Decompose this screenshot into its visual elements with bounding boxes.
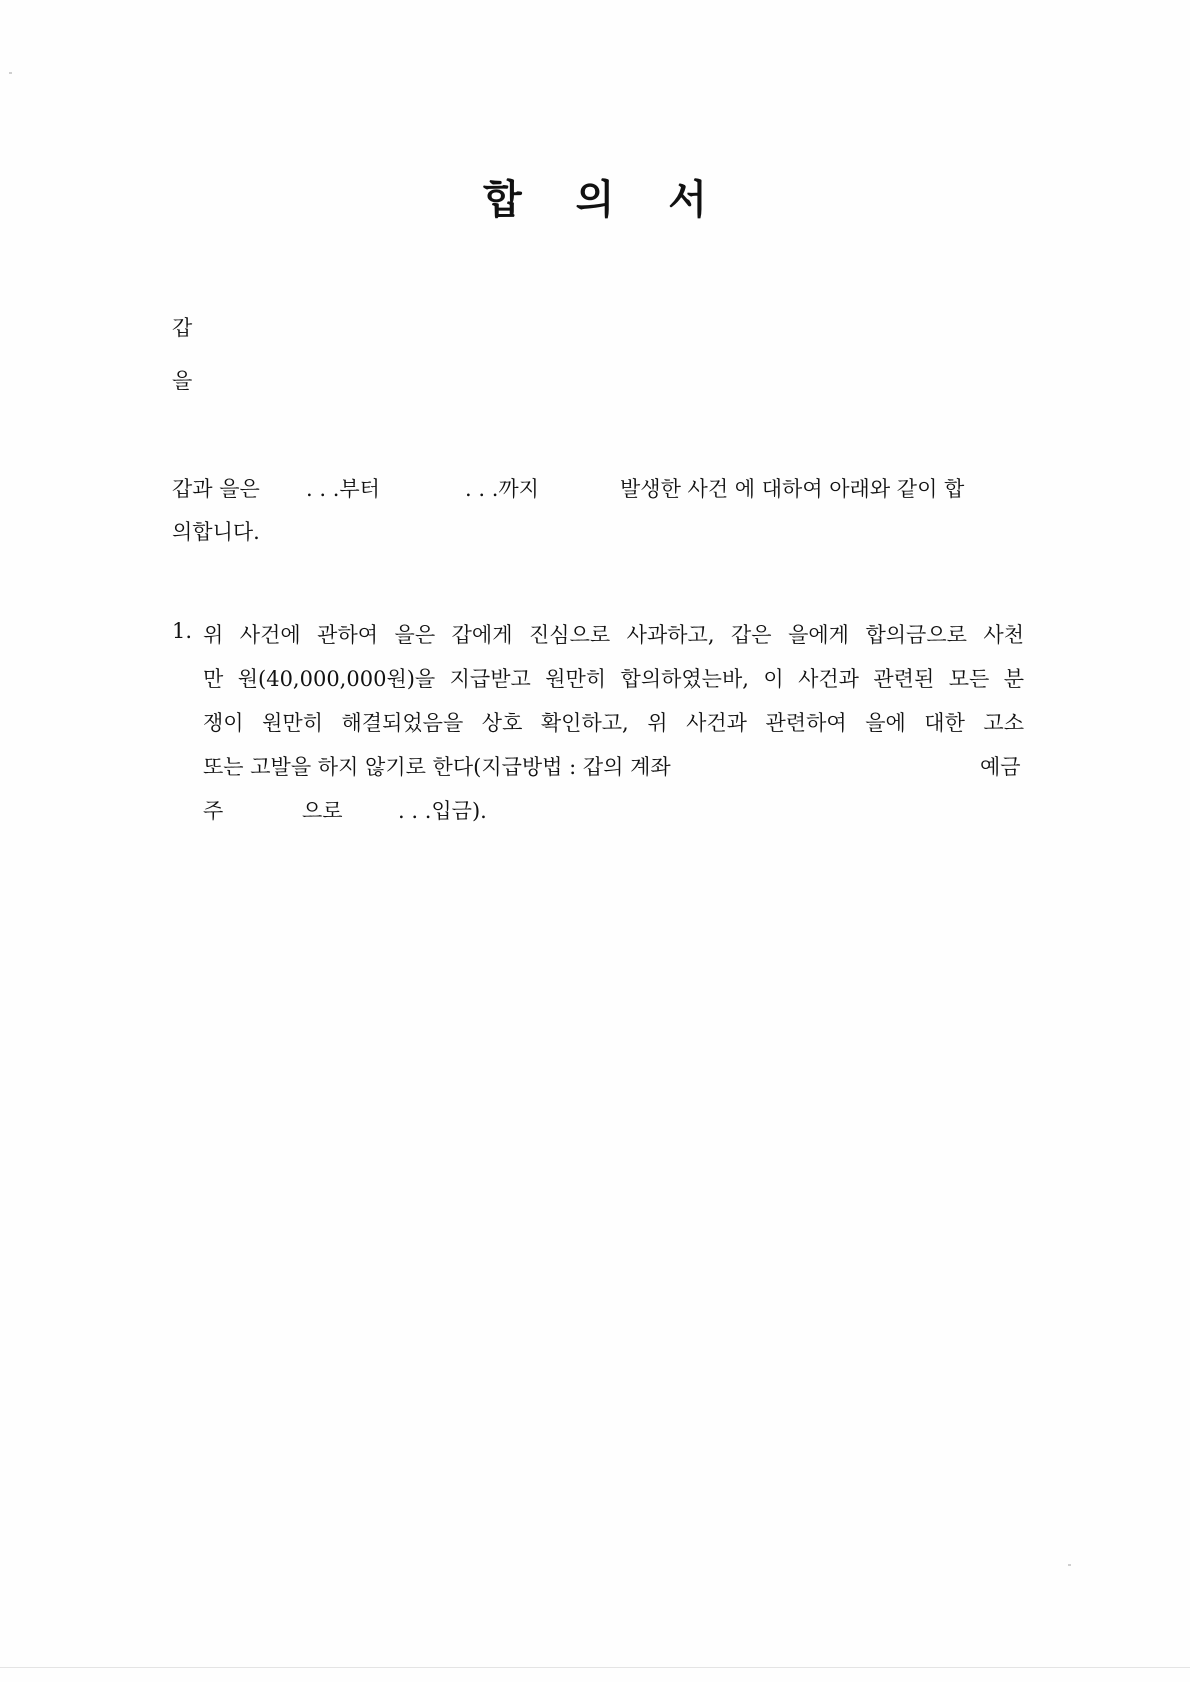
- item-line-3: 쟁이 원만히 해결되었음을 상호 확인하고, 위 사건과 관련하여 을에 대한 고소: [203, 711, 1024, 735]
- intro-tail: 발생한 사건 에 대하여 아래와 같이 합: [620, 477, 965, 501]
- item-line-2: 만 원(40,000,000원)을 지급받고 원만히 합의하였는바, 이 사건과 관련된 모든 분: [203, 667, 1024, 691]
- item-line-5-b: 으로: [302, 799, 343, 823]
- item-number: 1.: [172, 619, 193, 643]
- item-line-1: 위 사건에 관하여 을은 갑에게 진심으로 사과하고, 갑은 을에게 합의금으로 사천: [203, 623, 1024, 647]
- scan-speck: [9, 72, 12, 74]
- party-b-label: 을: [172, 369, 193, 393]
- intro-date-from: . . .부터: [306, 477, 380, 501]
- intro-date-to: . . .까지: [465, 477, 539, 501]
- document-title: 합 의 서: [483, 177, 727, 223]
- intro-lead: 갑과 을은: [172, 477, 260, 501]
- party-a-label: 갑: [172, 316, 193, 340]
- scan-speck: [1068, 1564, 1071, 1566]
- item-line-4-left: 또는 고발을 하지 않기로 한다(지급방법 : 갑의 계좌: [203, 755, 671, 779]
- item-line-4-right: 예금: [980, 755, 1021, 779]
- item-line-5-c: . . .입금).: [398, 799, 487, 823]
- scan-bottom-edge: [0, 1667, 1190, 1668]
- intro-line-2: 의합니다.: [172, 520, 260, 544]
- item-line-5-a: 주: [203, 799, 224, 823]
